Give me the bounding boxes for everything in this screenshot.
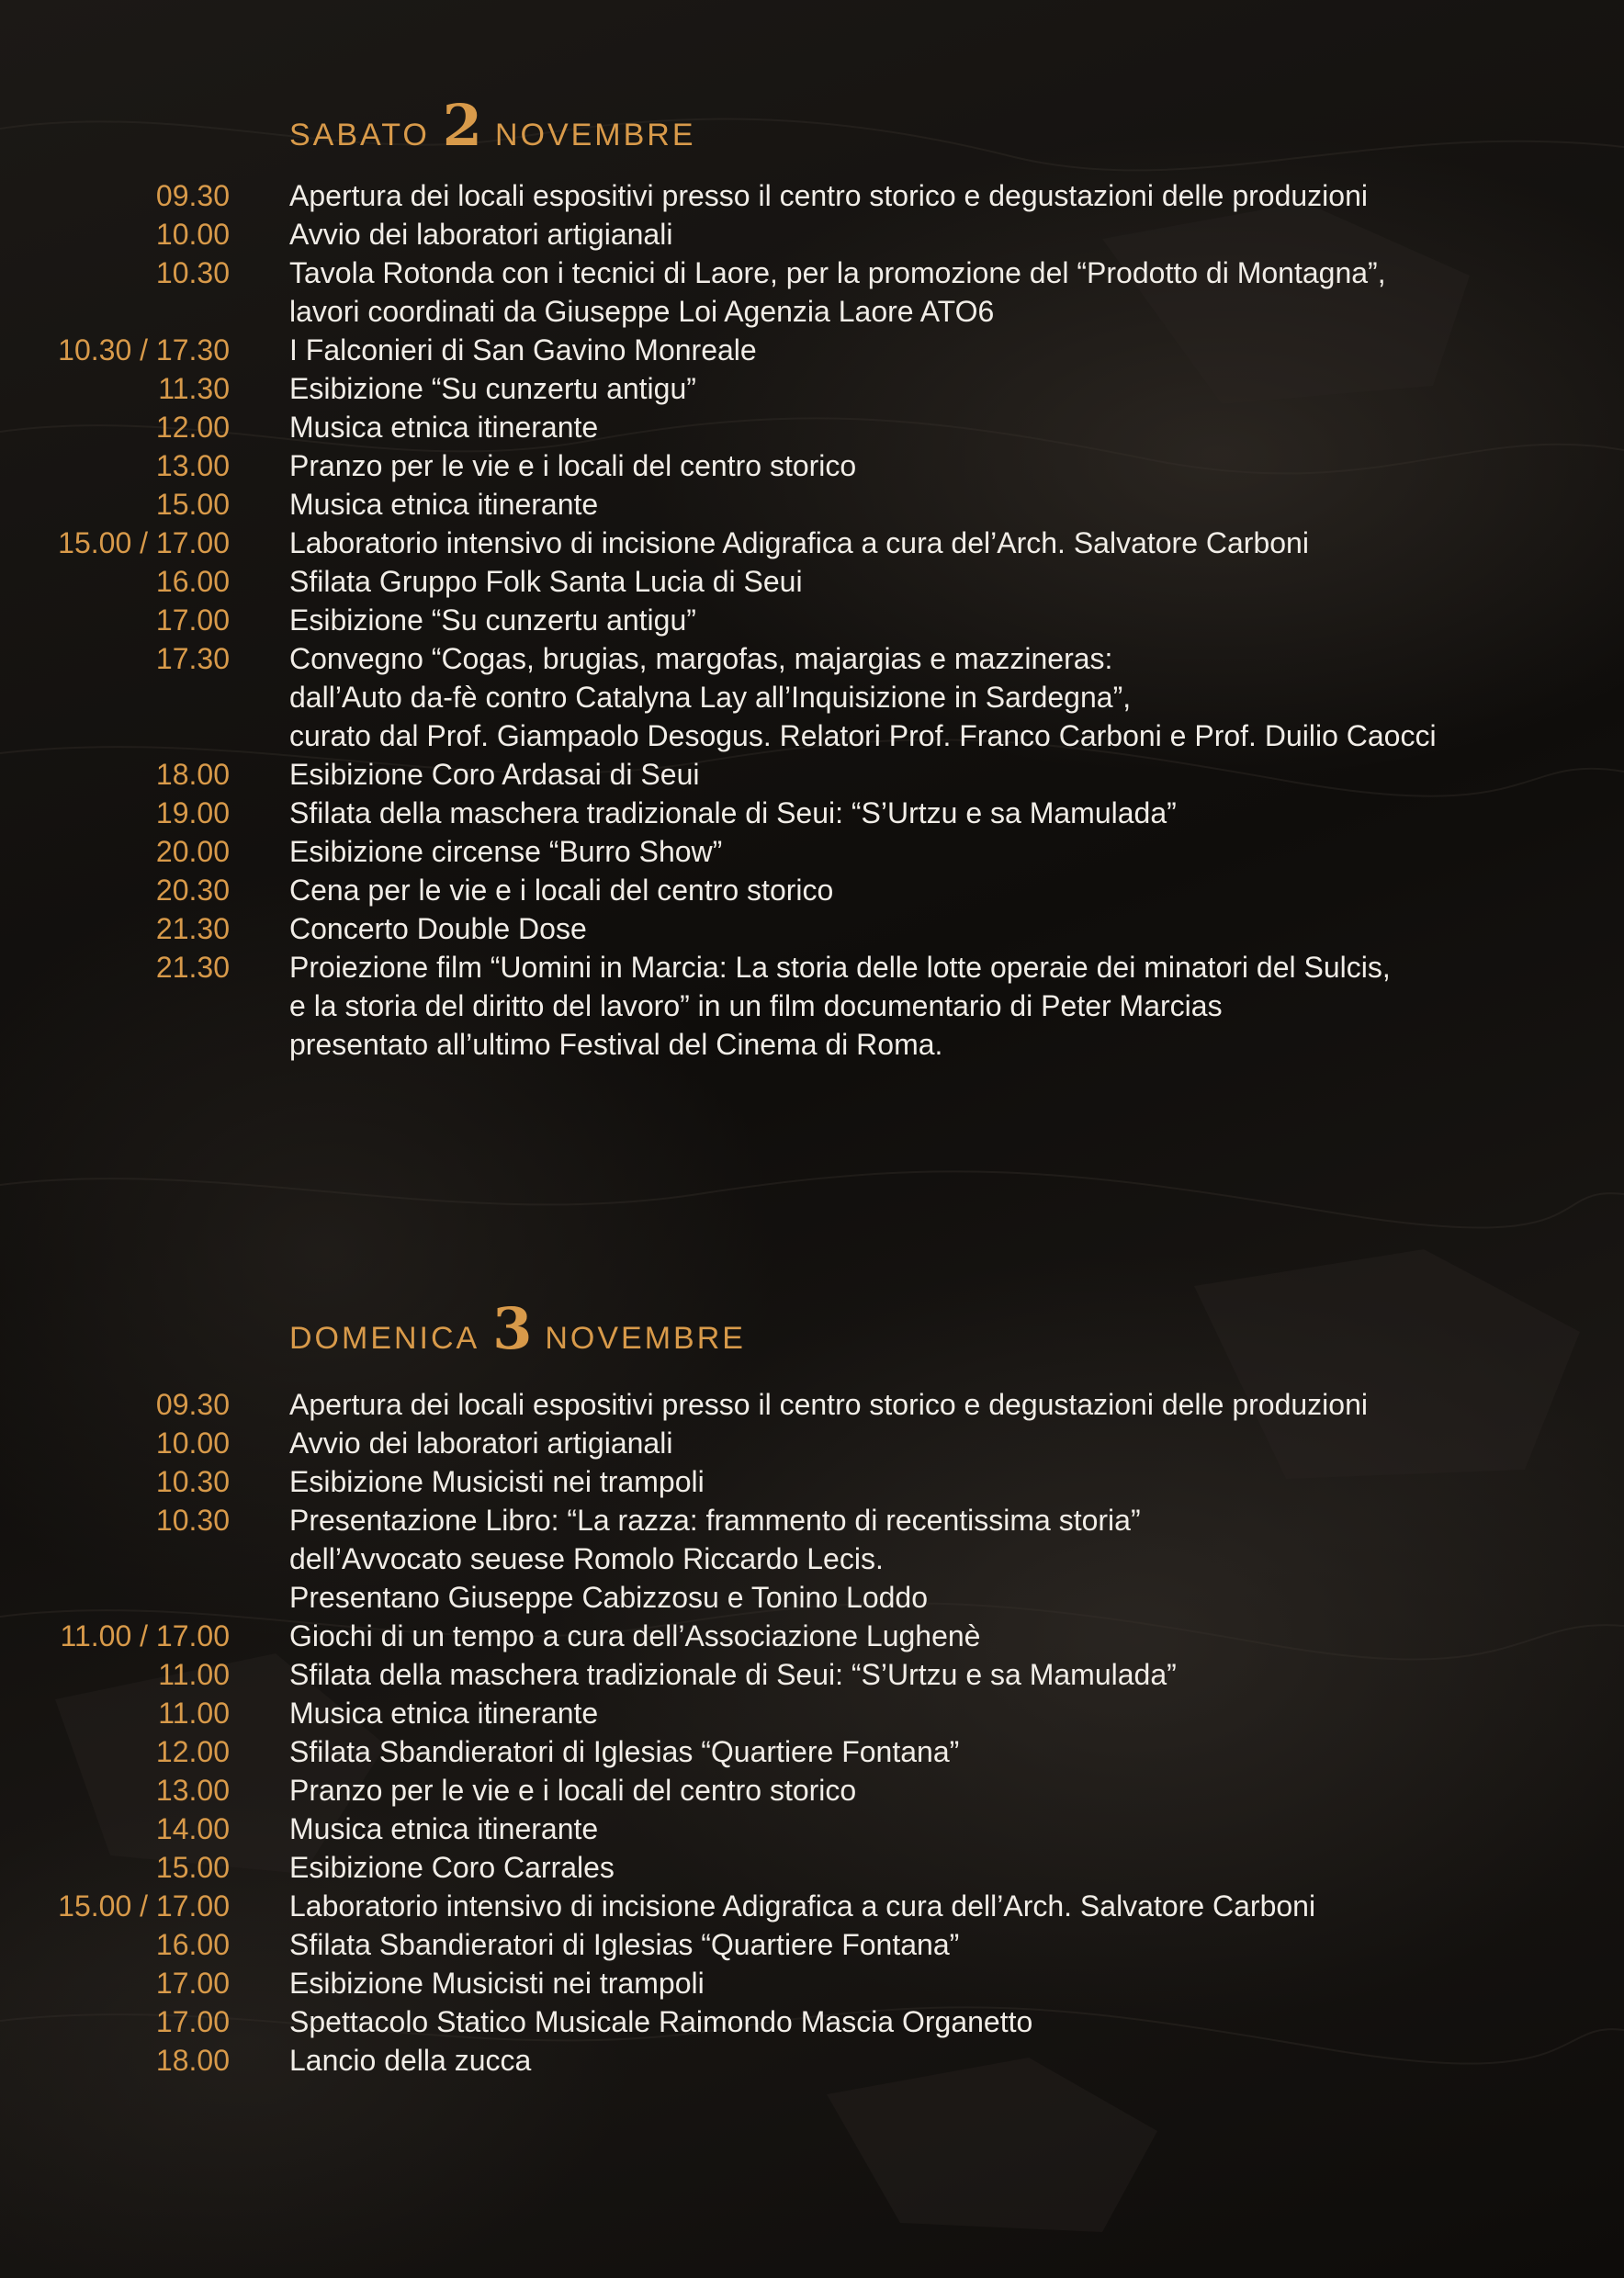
event-description: Sfilata della maschera tradizionale di Seui: “S’Urtzu e sa Mamulada”	[289, 796, 1177, 829]
event-row	[0, 1732, 1624, 1771]
event-row	[0, 562, 1624, 601]
event-time: 16.00	[155, 1928, 230, 1961]
event-description: Avvio dei laboratori artigianali	[289, 1427, 673, 1460]
event-time: 09.30	[155, 179, 230, 212]
event-row	[0, 755, 1624, 794]
event-row	[0, 794, 1624, 832]
event-time: 09.30	[155, 1388, 230, 1421]
event-description: Musica etnica itinerante	[289, 1697, 599, 1730]
event-time: 10.00	[155, 1427, 230, 1460]
event-description: Tavola Rotonda con i tecnici di Laore, per la promozione del “Prodotto di Montagna”, lavori coordinati da Giuseppe Loi Agenzia Laore ATO6	[289, 256, 1386, 328]
event-description: Sfilata Sbandieratori di Iglesias “Quartiere Fontana”	[289, 1928, 960, 1961]
event-time: 12.00	[155, 411, 230, 444]
event-time: 11.00 / 17.00	[60, 1619, 230, 1652]
day-heading-suffix: NOVEMBRE	[545, 1321, 746, 1356]
event-description: Lancio della zucca	[289, 2044, 532, 2077]
event-row	[0, 1887, 1624, 1925]
event-description: I Falconieri di San Gavino Monreale	[289, 333, 757, 367]
event-description: Esibizione “Su cunzertu antigu”	[289, 603, 696, 637]
event-row	[0, 524, 1624, 562]
event-description: Musica etnica itinerante	[289, 411, 599, 444]
event-row	[0, 1385, 1624, 1424]
event-row	[0, 2041, 1624, 2080]
event-description: Esibizione circense “Burro Show”	[289, 835, 723, 868]
event-time: 18.00	[155, 758, 230, 791]
event-description: Sfilata Sbandieratori di Iglesias “Quartiere Fontana”	[289, 1735, 960, 1768]
event-row	[0, 948, 1624, 1064]
event-row	[0, 176, 1624, 215]
event-row	[0, 369, 1624, 408]
event-row	[0, 1617, 1624, 1655]
event-time: 17.00	[155, 2005, 230, 2038]
event-time: 17.00	[155, 603, 230, 637]
event-description: Pranzo per le vie e i locali del centro storico	[289, 1774, 857, 1807]
event-row	[0, 1964, 1624, 2002]
event-row	[0, 639, 1624, 755]
day-heading-prefix: DOMENICA	[289, 1321, 480, 1356]
event-time: 13.00	[155, 1774, 230, 1807]
event-row	[0, 2002, 1624, 2041]
event-time: 16.00	[155, 565, 230, 598]
event-row	[0, 1925, 1624, 1964]
day-heading	[289, 92, 696, 159]
event-row	[0, 1655, 1624, 1694]
day-heading-number: 2	[442, 92, 482, 159]
event-row	[0, 1771, 1624, 1810]
event-row	[0, 1810, 1624, 1848]
event-time: 15.00	[155, 1851, 230, 1884]
event-row	[0, 331, 1624, 369]
event-row	[0, 1694, 1624, 1732]
event-description: Esibizione Coro Ardasai di Seui	[289, 758, 700, 791]
event-time: 21.30	[155, 951, 230, 984]
event-row	[0, 446, 1624, 485]
event-time: 21.30	[155, 912, 230, 945]
event-time: 10.30	[155, 1465, 230, 1498]
event-row	[0, 215, 1624, 254]
event-description: Giochi di un tempo a cura dell’Associazione Lughenè	[289, 1619, 981, 1652]
event-description: Proiezione film “Uomini in Marcia: La storia delle lotte operaie dei minatori del Sulcis, e la storia del diritto del lavoro” in un film documentario di Peter Marcias presentato all’ultimo Festival del Cinema di Roma.	[289, 951, 1391, 1061]
day-heading-suffix: NOVEMBRE	[494, 118, 696, 152]
event-description: Sfilata della maschera tradizionale di Seui: “S’Urtzu e sa Mamulada”	[289, 1658, 1177, 1691]
event-time: 15.00	[155, 488, 230, 521]
event-time: 18.00	[155, 2044, 230, 2077]
event-time: 11.00	[158, 1697, 230, 1730]
event-time: 17.00	[155, 1967, 230, 2000]
event-description: Laboratorio intensivo di incisione Adigrafica a cura dell’Arch. Salvatore Carboni	[289, 1889, 1316, 1923]
event-description: Esibizione Musicisti nei trampoli	[289, 1465, 705, 1498]
event-time: 17.30	[155, 642, 230, 675]
event-time: 12.00	[155, 1735, 230, 1768]
event-row	[0, 601, 1624, 639]
event-description: Laboratorio intensivo di incisione Adigrafica a cura del’Arch. Salvatore Carboni	[289, 526, 1309, 559]
event-time: 20.00	[155, 835, 230, 868]
day-heading-prefix: SABATO	[289, 118, 430, 152]
event-description: Apertura dei locali espositivi presso il centro storico e degustazioni delle produzioni	[289, 179, 1368, 212]
event-time: 10.30	[155, 256, 230, 289]
day-heading	[289, 1295, 746, 1362]
event-time: 15.00 / 17.00	[58, 526, 230, 559]
event-row	[0, 485, 1624, 524]
event-row	[0, 408, 1624, 446]
event-description: Musica etnica itinerante	[289, 488, 599, 521]
event-time: 10.30 / 17.30	[58, 333, 230, 367]
event-row	[0, 1501, 1624, 1617]
event-row	[0, 871, 1624, 909]
event-time: 20.30	[155, 874, 230, 907]
event-row	[0, 909, 1624, 948]
event-time: 13.00	[155, 449, 230, 482]
event-description: Concerto Double Dose	[289, 912, 587, 945]
event-time: 11.00	[158, 1658, 230, 1691]
event-row	[0, 832, 1624, 871]
event-row	[0, 1848, 1624, 1887]
event-time: 10.00	[155, 218, 230, 251]
event-description: Apertura dei locali espositivi presso il centro storico e degustazioni delle produzioni	[289, 1388, 1368, 1421]
event-description: Pranzo per le vie e i locali del centro storico	[289, 449, 857, 482]
event-time: 19.00	[155, 796, 230, 829]
event-time: 14.00	[155, 1812, 230, 1845]
event-description: Presentazione Libro: “La razza: frammento di recentissima storia” dell’Avvocato seuese Romolo Riccardo Lecis. Presentano Giuseppe Cabizzosu e Tonino Loddo	[289, 1504, 1141, 1614]
event-list	[0, 1385, 1624, 2080]
day-heading-number: 3	[492, 1295, 533, 1362]
event-row	[0, 1424, 1624, 1462]
event-time: 10.30	[155, 1504, 230, 1537]
event-description: Spettacolo Statico Musicale Raimondo Mascia Organetto	[289, 2005, 1033, 2038]
event-description: Avvio dei laboratori artigianali	[289, 218, 673, 251]
event-time: 15.00 / 17.00	[58, 1889, 230, 1923]
event-row	[0, 1462, 1624, 1501]
event-row	[0, 254, 1624, 331]
event-description: Musica etnica itinerante	[289, 1812, 599, 1845]
event-description: Cena per le vie e i locali del centro storico	[289, 874, 834, 907]
event-description: Esibizione Musicisti nei trampoli	[289, 1967, 705, 2000]
event-description: Esibizione “Su cunzertu antigu”	[289, 372, 696, 405]
event-description: Convegno “Cogas, brugias, margofas, majargias e mazzineras: dall’Auto da-fè contro Catalyna Lay all’Inquisizione in Sardegna”, curato dal Prof. Giampaolo Desogus. Relatori Prof. Franco Carboni e Prof. Duilio Caocci	[289, 642, 1437, 752]
event-description: Sfilata Gruppo Folk Santa Lucia di Seui	[289, 565, 803, 598]
event-time: 11.30	[158, 372, 230, 405]
event-description: Esibizione Coro Carrales	[289, 1851, 615, 1884]
event-list	[0, 176, 1624, 1064]
